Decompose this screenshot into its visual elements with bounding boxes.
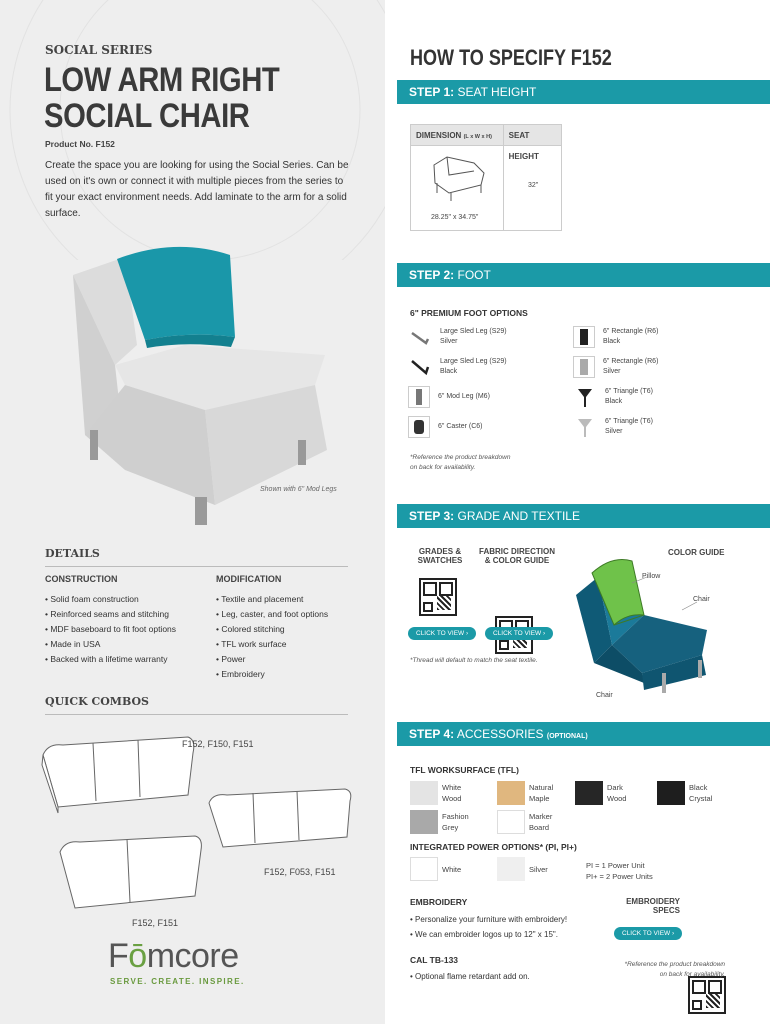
list-item: • We can embroider logos up to 12" x 15".: [410, 927, 567, 942]
combo-sofa-3: [55, 830, 205, 915]
foot-option-label: [440, 327, 507, 347]
foot-options-heading: 6" PREMIUM FOOT OPTIONS: [410, 308, 528, 318]
foot-option-label: [605, 417, 653, 437]
rectangle-shape: [580, 359, 588, 375]
list-item: • MDF baseboard to fit foot options: [45, 622, 176, 637]
list-item: • TFL work surface: [216, 637, 328, 652]
caltb-list: [410, 969, 530, 984]
chair-outline-icon: [429, 153, 489, 203]
note-line: on back for availability.: [410, 464, 476, 471]
step-label: GRADE AND TEXTILE: [457, 509, 580, 523]
qr-corner: [423, 602, 433, 612]
seat-height-table: [410, 124, 562, 231]
swatch-label-line: Wood: [442, 794, 462, 803]
embroidery-list: [410, 912, 567, 942]
swatch-label-line: Fashion: [442, 812, 469, 821]
swatch-color: [657, 781, 685, 805]
swatch-color: [410, 857, 438, 881]
foot-option-name: 6" Caster (C6): [438, 423, 483, 430]
power-heading: INTEGRATED POWER OPTIONS* (PI, PI+): [410, 842, 577, 852]
construction-list: [45, 592, 176, 667]
step4-bar: [397, 722, 770, 746]
triangle-black-icon: [573, 385, 597, 409]
swatch-label: [529, 782, 553, 804]
swatch-label-line: Dark: [607, 783, 623, 792]
foot-option-name: 6" Triangle (T6): [605, 418, 654, 425]
logo-text: F: [108, 937, 129, 975]
list-item: • Made in USA: [45, 637, 176, 652]
sled-leg-black-icon: [408, 355, 432, 379]
swatch-black-crystal: [657, 781, 712, 805]
swatch-label: [442, 782, 461, 804]
caster-icon: [408, 416, 430, 438]
foot-option-finish: Black: [440, 368, 458, 375]
swatch-color: [575, 781, 603, 805]
foot-option-name: 6" Triangle (T6): [605, 388, 654, 395]
swatch-label-line: Grey: [442, 823, 459, 832]
quick-combos-heading: QUICK COMBOS: [45, 695, 150, 708]
swatch-label-line: Black: [689, 783, 708, 792]
swatch-color: [497, 810, 525, 834]
color-guide-heading: COLOR GUIDE: [668, 548, 725, 557]
logo-text: mcore: [146, 937, 239, 975]
product-number: Product No. F152: [45, 139, 115, 149]
foot-option: [408, 412, 507, 442]
foot-note: [410, 453, 510, 473]
foot-option: [573, 352, 658, 382]
heading-line: SPECS: [652, 906, 680, 915]
title-line-2: SOCIAL CHAIR: [44, 97, 250, 135]
seat-height-value: 32": [528, 182, 539, 189]
heading-line: SWATCHES: [417, 556, 463, 565]
table-header-label: DIMENSION: [416, 131, 462, 140]
swatch-color: [497, 781, 525, 805]
sled-leg-silver-icon: [408, 325, 432, 349]
step-label: SEAT HEIGHT: [457, 85, 537, 99]
swatch-label-line: Marker: [529, 812, 553, 821]
foot-option-label: [438, 422, 483, 432]
step-label: FOOT: [457, 268, 491, 282]
foot-option-label: [440, 357, 507, 377]
list-item: • Power: [216, 652, 328, 667]
grades-view-button[interactable]: CLICK TO VIEW ›: [408, 627, 476, 640]
modification-list: [216, 592, 328, 682]
step-number: STEP 1:: [409, 85, 455, 99]
swatch-color: [497, 857, 525, 881]
power-white: [410, 857, 461, 881]
foot-option: [408, 382, 507, 412]
foot-option-finish: Silver: [440, 338, 458, 345]
embroidery-specs-heading: [625, 897, 680, 915]
dimension-value: 28.25" x 34.75": [431, 214, 479, 221]
caltb-heading: CAL TB-133: [410, 955, 459, 965]
embroidery-heading: EMBROIDERY: [410, 897, 468, 907]
qr-corner: [692, 1000, 702, 1010]
swatch-fashion-grey: [410, 810, 469, 834]
swatch-label: [689, 782, 712, 804]
foot-option-label: [603, 327, 658, 347]
swatch-label-line: Natural: [529, 783, 554, 792]
logo-tagline: SERVE. CREATE. INSPIRE.: [110, 977, 245, 986]
swatch-label-line: Wood: [607, 794, 627, 803]
combo-label-3: F152, F151: [132, 918, 179, 928]
combo-label-1: F152, F150, F151: [182, 739, 254, 749]
foot-option-name: 6" Mod Leg (M6): [438, 393, 490, 400]
list-item: • Solid foam construction: [45, 592, 176, 607]
power-units: [586, 860, 653, 882]
rectangle-black-icon: [573, 326, 595, 348]
table-header-cell: SEAT HEIGHT: [503, 125, 561, 145]
fabric-direction-heading: [475, 547, 559, 565]
foot-option-finish: Black: [603, 338, 621, 345]
modification-heading: MODIFICATION: [216, 574, 282, 584]
combos-divider: [45, 714, 348, 715]
step-number: STEP 4:: [409, 727, 455, 741]
foot-option-finish: Black: [605, 398, 623, 405]
foot-option: [408, 322, 507, 352]
foot-option-name: Large Sled Leg (S29): [440, 328, 507, 335]
embroidery-qr-code: [688, 976, 726, 1014]
swatch-color: [410, 810, 438, 834]
list-item: • Backed with a lifetime warranty: [45, 652, 176, 667]
swatch-natural-maple: [497, 781, 553, 805]
foot-option: [573, 382, 658, 412]
logo-text: ō: [128, 937, 147, 975]
heading-line: FABRIC DIRECTION: [479, 547, 555, 556]
swatch-dark-wood: [575, 781, 626, 805]
table-header: [411, 125, 561, 161]
combo-sofa-2: [205, 785, 355, 855]
grades-heading: [413, 547, 467, 565]
series-label: SOCIAL SERIES: [45, 43, 153, 57]
swatch-label-line: Maple: [529, 794, 550, 803]
list-item: • Colored stitching: [216, 622, 328, 637]
foot-option: [573, 322, 658, 352]
table-divider: [503, 146, 504, 231]
heading-line: & COLOR GUIDE: [484, 556, 550, 565]
embroidery-view-button[interactable]: CLICK TO VIEW ›: [614, 927, 682, 940]
list-item: • Optional flame retardant add on.: [410, 969, 530, 984]
power-unit-line: PI+ = 2 Power Units: [586, 872, 653, 881]
swatch-color: [410, 781, 438, 805]
list-item: • Personalize your furniture with embroidery!: [410, 912, 567, 927]
foot-option-name: 6" Rectangle (R6): [603, 328, 659, 335]
foot-options-left: [408, 322, 507, 442]
grades-qr-code: [419, 578, 457, 616]
foot-option-label: [605, 387, 653, 407]
step-number: STEP 2:: [409, 268, 455, 282]
list-item: • Reinforced seams and stitching: [45, 607, 176, 622]
qr-data: [437, 596, 451, 610]
step-optional: (OPTIONAL): [546, 733, 588, 740]
table-header-unit: (L x W x H): [463, 134, 492, 140]
combo-sofa-1: [38, 735, 198, 815]
note-line: *Reference the product breakdown: [410, 454, 511, 461]
heading-line: EMBROIDERY: [626, 897, 680, 906]
mod-leg-icon: [408, 386, 430, 408]
qr-data: [706, 994, 720, 1008]
step-label: ACCESSORIES: [456, 727, 544, 741]
table-header-cell: [411, 125, 503, 145]
qr-corner: [499, 640, 509, 650]
foot-option-name: 6" Rectangle (R6): [603, 358, 659, 365]
note-line: *Reference the product breakdown: [624, 961, 725, 968]
swatch-white-wood: [410, 781, 461, 805]
foot-option-label: [603, 357, 658, 377]
page-title: [44, 62, 336, 134]
list-item: • Leg, caster, and foot options: [216, 607, 328, 622]
tfl-heading: TFL WORKSURFACE (TFL): [410, 765, 519, 775]
foot-option: [573, 412, 658, 442]
foot-option-finish: Silver: [605, 428, 623, 435]
details-divider: [45, 566, 348, 567]
list-item: • Embroidery: [216, 667, 328, 682]
swatch-marker-board: [497, 810, 552, 834]
list-item: • Textile and placement: [216, 592, 328, 607]
title-line-1: LOW ARM RIGHT: [44, 61, 280, 99]
power-silver: [497, 857, 548, 881]
product-description: Create the space you are looking for using the Social Series. Can be used on it's own or connect it with multiple pieces from the series to fit your exact environment needs. Add laminate to the arm for a solid surface.: [45, 160, 349, 219]
step3-bar: [397, 504, 770, 528]
foot-option-label: [438, 392, 490, 402]
swatch-label: Silver: [529, 864, 548, 874]
rectangle-shape: [580, 329, 588, 345]
construction-heading: CONSTRUCTION: [45, 574, 118, 584]
chair-label: Chair: [596, 692, 613, 699]
rectangle-silver-icon: [573, 356, 595, 378]
chair-label: Chair: [693, 596, 710, 603]
triangle-silver-icon: [573, 415, 597, 439]
swatch-label: [607, 782, 626, 804]
fabric-view-button[interactable]: CLICK TO VIEW ›: [485, 627, 553, 640]
details-heading: DETAILS: [45, 547, 100, 560]
combo-label-2: F152, F053, F151: [264, 867, 336, 877]
foot-options-right: [573, 322, 658, 442]
thread-note: *Thread will default to match the seat textile.: [410, 657, 538, 664]
swatch-label-line: Crystal: [689, 794, 713, 803]
foot-option-name: Large Sled Leg (S29): [440, 358, 507, 365]
swatch-label-line: White: [442, 783, 462, 792]
step2-bar: [397, 263, 770, 287]
mod-leg-shape: [416, 389, 422, 405]
power-unit-line: PI = 1 Power Unit: [586, 861, 645, 870]
swatch-label: [529, 811, 552, 833]
swatch-label: White: [442, 864, 462, 874]
foot-option: [408, 352, 507, 382]
swatch-label-line: Board: [529, 823, 550, 832]
accessory-note: [590, 960, 725, 980]
fomcore-logo: [108, 937, 239, 976]
chair-caption: Shown with 6" Mod Legs: [260, 486, 337, 493]
step1-bar: [397, 80, 770, 104]
caster-shape: [414, 420, 424, 434]
note-line: on back for availability.: [659, 971, 725, 978]
swatch-label: [442, 811, 469, 833]
spec-title: HOW TO SPECIFY F152: [410, 45, 612, 70]
foot-option-finish: Silver: [603, 368, 621, 375]
step-number: STEP 3:: [409, 509, 455, 523]
pillow-label: Pillow: [642, 573, 661, 580]
heading-line: GRADES &: [418, 547, 462, 556]
